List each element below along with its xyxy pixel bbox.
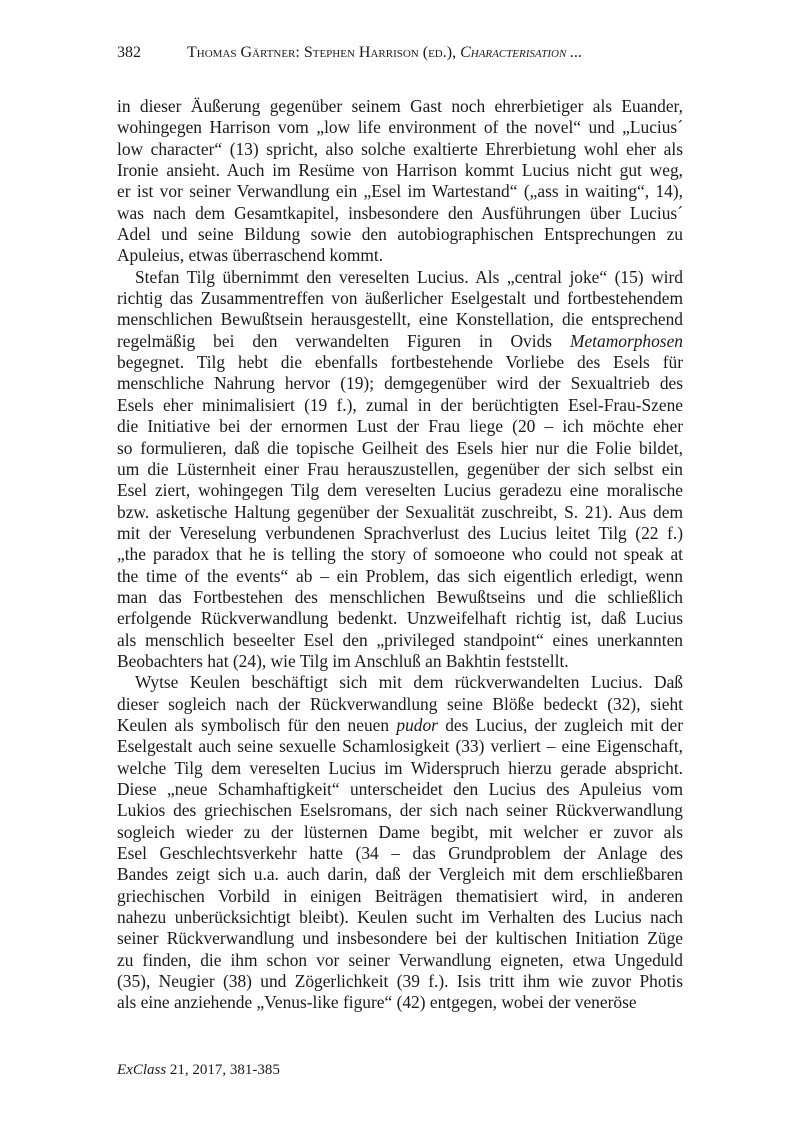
main-text xyxy=(117,96,683,1014)
text-line: richtig das Zusammentreffen von äußerlicher Eselgestalt und fortbestehendem xyxy=(117,288,683,309)
text-line: bzw. asketische Haltung gegenüber der Sexualität zuschreibt, S. 21). Aus dem xyxy=(117,501,683,522)
text-line: so formulieren, daß die topische Geilheit des Esels hier nur die Folie bildet, xyxy=(117,437,683,458)
text-line: seiner Rückverwandlung und insbesondere bei der kultischen Initiation Züge xyxy=(117,928,683,949)
text-line: begegnet. Tilg hebt die ebenfalls fortbestehende Vorliebe des Esels für xyxy=(117,352,683,373)
running-head xyxy=(187,44,582,61)
paragraph xyxy=(117,267,683,673)
running-header xyxy=(117,44,582,62)
text-line: Apuleius, etwas überraschend kommt. xyxy=(117,245,384,266)
text-line: Diese „neue Schamhaftigkeit“ unterscheidet den Lucius des Apuleius vom xyxy=(117,779,683,799)
text-line: in dieser Äußerung gegenüber seinem Gast noch ehrerbietiger als Euander, xyxy=(117,96,683,116)
text-line xyxy=(117,331,683,352)
text-line xyxy=(117,715,683,736)
text-line: Lukios des griechischen Eselsromans, der sich nach seiner Rückverwandlung xyxy=(117,800,683,821)
text-segment: Keulen als symbolisch für den neuen xyxy=(117,714,397,735)
text-line: (35), Neugier (38) und Zögerlichkeit (39 f.). Isis tritt ihm wie zuvor Photis xyxy=(117,971,683,992)
text-line: erfolgende Rückverwandlung bedenkt. Unzweifelhaft richtig ist, daß Lucius xyxy=(117,608,683,629)
text-line: zu finden, die ihm schon vor seiner Verwandlung eigneten, etwa Ungeduld xyxy=(117,949,683,970)
text-line: Eselgestalt auch seine sexuelle Schamlosigkeit (33) verliert – eine Eigenschaft, xyxy=(117,736,683,757)
text-line: Beobachters hat (24), wie Tilg im Anschluß an Bakhtin feststellt. xyxy=(117,650,569,671)
text-line: Wytse Keulen beschäftigt sich mit dem rückverwandelten Lucius. Daß xyxy=(135,672,683,693)
italic-term: Metamorphosen xyxy=(569,330,683,351)
text-line: sogleich wieder zu der lüsternen Dame begibt, mit welcher er zuvor als xyxy=(117,821,683,842)
text-line: als menschlich beseelter Esel den „privileged standpoint“ eines unerkannten xyxy=(117,629,683,650)
text-line: Esel ziert, wohingegen Tilg dem vereselten Lucius geradezu eine moralische xyxy=(117,480,683,501)
paragraph xyxy=(117,672,683,1014)
italic-term: pudor xyxy=(396,714,438,735)
footer-citation xyxy=(117,1062,280,1079)
journal-citation: 21, 2017, 381-385 xyxy=(166,1062,280,1078)
paragraph xyxy=(117,96,683,267)
text-line: er ist vor seiner Verwandlung ein „Esel im Wartestand“ („ass in waiting“, 14), xyxy=(117,181,683,202)
text-line: „the paradox that he is telling the story of somoeone who could not speak at xyxy=(117,544,683,565)
text-line: Esel Geschlechtsverkehr hatte (34 – das Grundproblem der Anlage des xyxy=(117,843,683,864)
text-line: mit der Vereselung verbundenen Sprachverlust des Lucius leitet Tilg (22 f.) xyxy=(117,522,683,543)
running-head-author: Thomas Gärtner: Stephen Harrison (ed.), xyxy=(187,44,461,61)
text-line: welche Tilg dem vereselten Lucius im Widerspruch hierzu gerade abspricht. xyxy=(117,757,683,778)
text-segment: des Lucius, der zugleich mit der xyxy=(437,714,683,735)
text-line: um die Lüsternheit einer Frau herauszustellen, gegenüber der sich selbst ein xyxy=(117,458,683,479)
text-line: man das Fortbestehen des menschlichen Bewußtseins und die schließlich xyxy=(117,586,683,607)
text-line: nahezu unberücksichtigt bleibt). Keulen sucht im Verhalten des Lucius nach xyxy=(117,907,683,928)
text-segment: regelmäßig bei den verwandelten Figuren in Ovids xyxy=(117,330,570,351)
text-line: Stefan Tilg übernimmt den vereselten Lucius. Als „central joke“ (15) wird xyxy=(135,266,683,287)
page-number: 382 xyxy=(117,44,141,61)
text-line: Esels eher minimalisiert (19 f.), zumal in der berüchtigten Esel-Frau-Szene xyxy=(117,394,683,415)
text-line: als eine anziehende „Venus-like figure“ (42) entgegen, wobei der veneröse xyxy=(117,992,637,1013)
text-line: Adel und seine Bildung sowie den autobiographischen Entsprechungen zu xyxy=(117,224,683,245)
text-line: menschliche Nahrung hervor (19); demgegenüber wird der Sexualtrieb des xyxy=(117,373,683,394)
text-line: dieser sogleich nach der Rückverwandlung seine Blöße bedeckt (32), sieht xyxy=(117,693,683,714)
text-line: low character“ (13) spricht, also solche exaltierte Ehrerbietung wohl eher als xyxy=(117,138,683,159)
text-line: griechischen Vorbild in einigen Beiträgen thematisiert wird, in anderen xyxy=(117,885,683,906)
text-line: Bandes zeigt sich u.a. auch darin, daß der Vergleich mit dem erschließbaren xyxy=(117,864,683,885)
text-line: menschlichen Bewußtsein herausgestellt, eine Konstellation, die entsprechend xyxy=(117,309,683,330)
text-line: wohingegen Harrison vom „low life environment of the novel“ und „Lucius´ xyxy=(117,117,683,138)
text-line: die Initiative bei der ernormen Lust der Frau liege (20 – ich möchte eher xyxy=(117,416,683,437)
journal-name: ExClass xyxy=(117,1062,167,1078)
text-line: was nach dem Gesamtkapitel, insbesondere den Ausführungen über Lucius´ xyxy=(117,202,683,223)
running-head-title: Characterisation ... xyxy=(460,44,583,61)
text-line: the time of the events“ ab – ein Problem, das sich eigentlich erledigt, wenn xyxy=(117,565,683,586)
text-line: Ironie ansieht. Auch im Resüme von Harrison kommt Lucius nicht gut weg, xyxy=(117,160,683,181)
